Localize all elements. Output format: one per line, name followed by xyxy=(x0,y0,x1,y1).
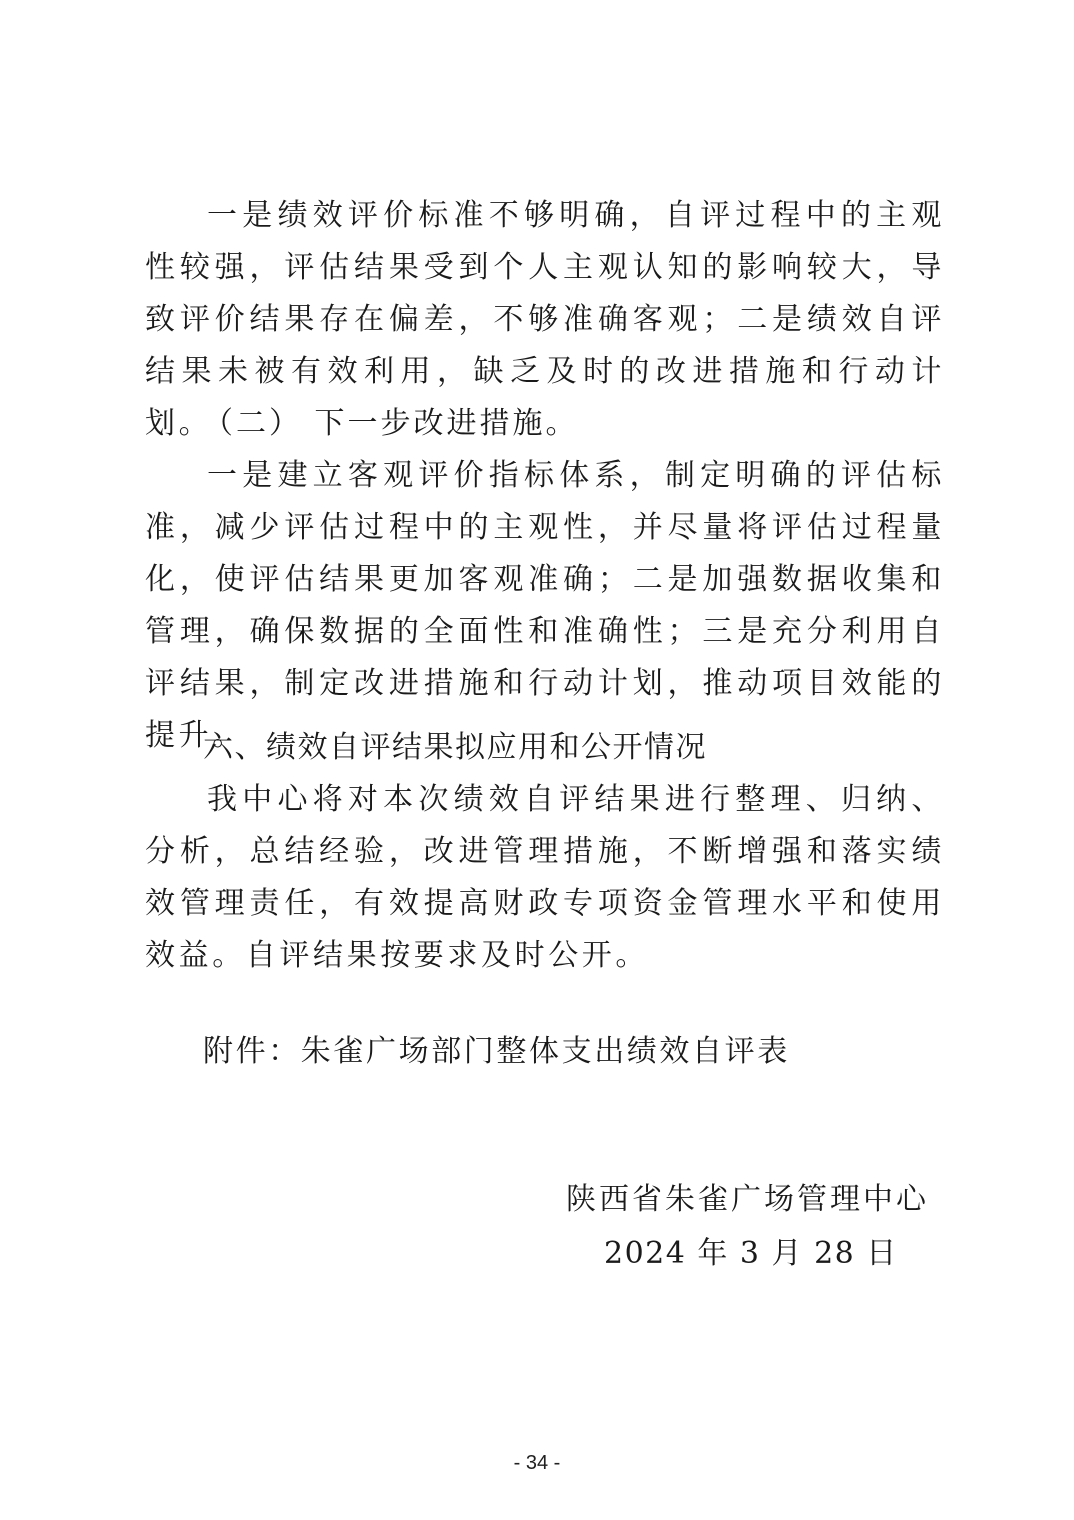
paragraph-measures: 一是建立客观评价指标体系，制定明确的评估标准，减少评估过程中的主观性，并尽量将评估过程量化，使评估结果更加客观准确；二是加强数据收集和管理，确保数据的全面性和准确性；三是充分利用自评结果，制定改进措施和行动计划，推动项目效能的提升。 xyxy=(145,458,945,753)
heading-section-six: 六、绩效自评结果拟应用和公开情况 xyxy=(203,730,707,765)
page-number: - 34 - xyxy=(513,1452,561,1474)
signature-organization: 陕西省朱雀广场管理中心 xyxy=(566,1182,929,1217)
paragraph-problems: 一是绩效评价标准不够明确，自评过程中的主观性较强，评估结果受到个人主观认知的影响较大，导致评价结果存在偏差，不够准确客观；二是绩效自评结果未被有效利用，缺乏及时的改进措施和行动计划。 xyxy=(145,198,945,441)
attachment-line: 附件：朱雀广场部门整体支出绩效自评表 xyxy=(203,1034,790,1069)
signature-date: 2024 年 3 月 28 日 xyxy=(604,1236,898,1271)
paragraph-application: 我中心将对本次绩效自评结果进行整理、归纳、分析，总结经验，改进管理措施，不断增强和落实绩效管理责任，有效提高财政专项资金管理水平和使用效益。自评结果按要求及时公开。 xyxy=(145,782,945,973)
subheading-next-steps: （二） 下一步改进措施。 xyxy=(203,406,579,441)
